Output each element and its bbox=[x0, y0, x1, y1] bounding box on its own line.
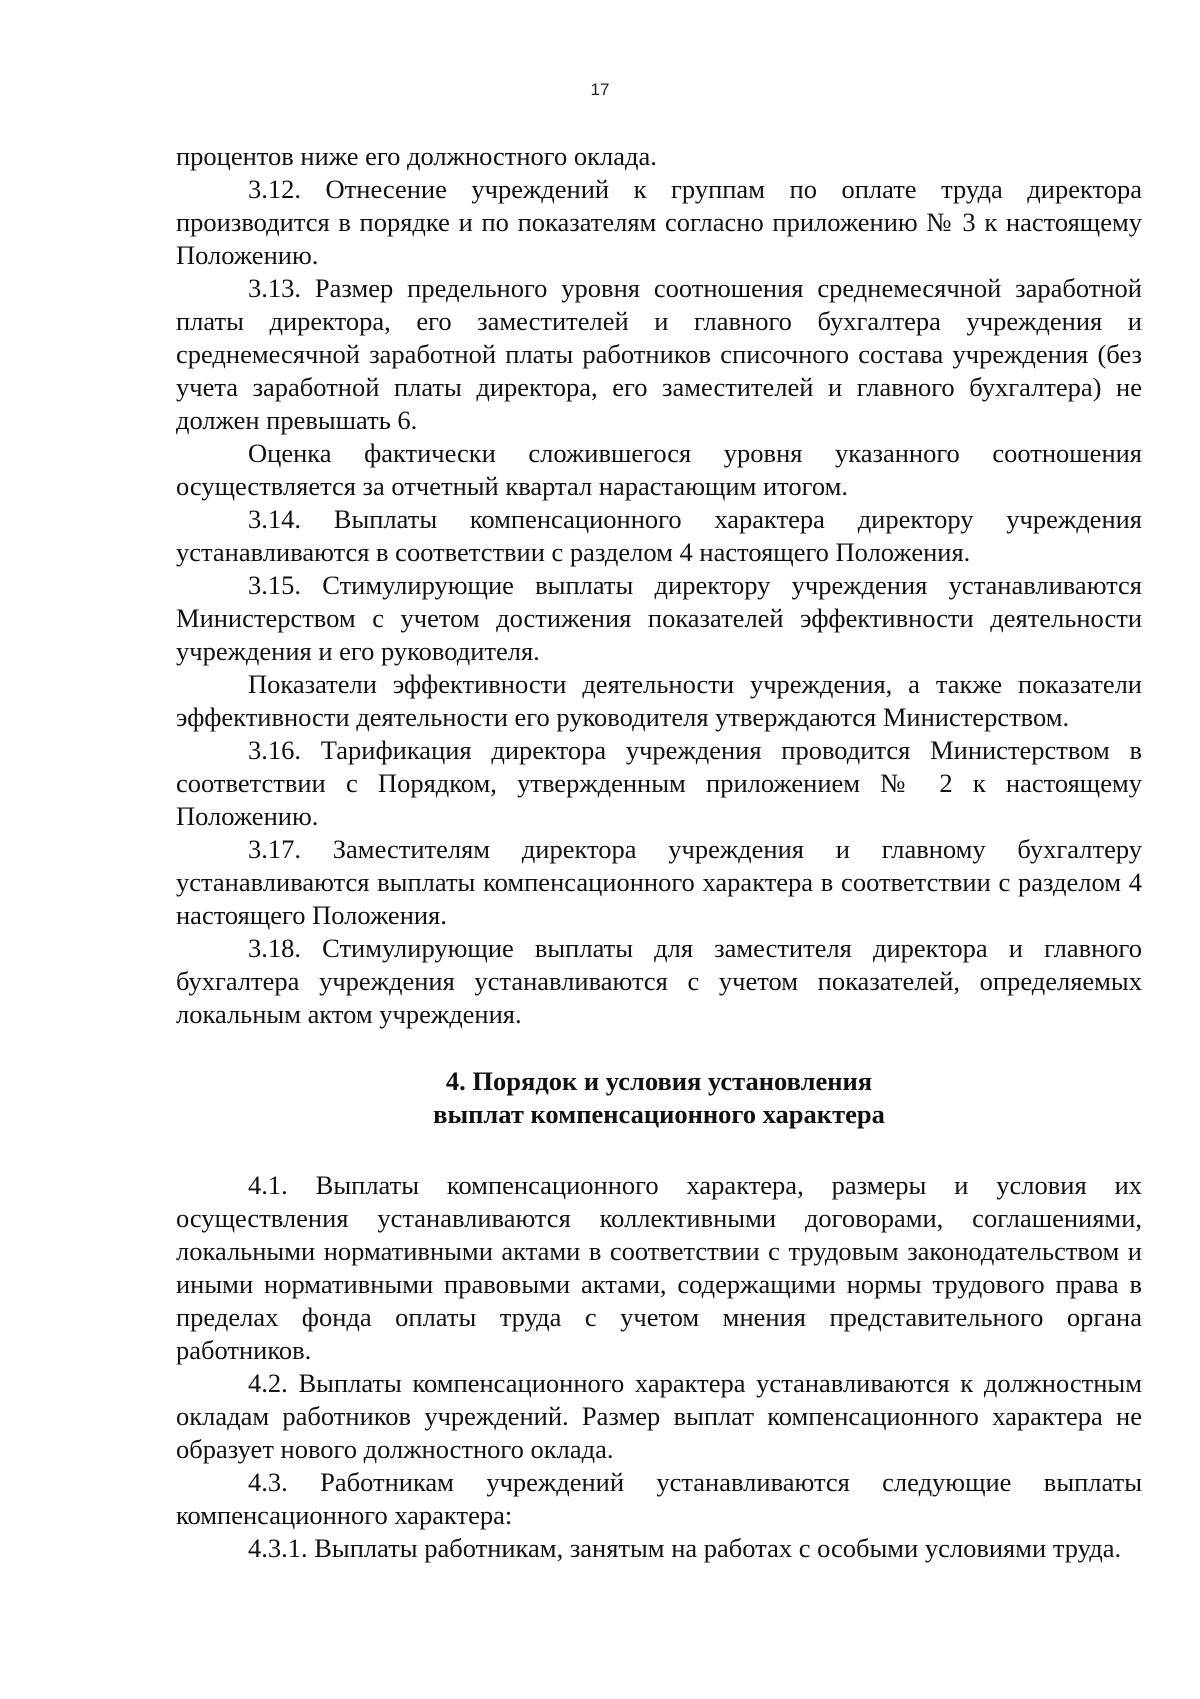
section-heading-line: 4. Порядок и условия установления bbox=[445, 1066, 873, 1096]
paragraph: Оценка фактически сложившегося уровня указанного соотношения осуществляется за отчетный квартал нарастающим итогом. bbox=[176, 438, 1142, 501]
paragraph: процентов ниже его должностного оклада. bbox=[176, 141, 657, 171]
paragraph: 3.18. Стимулирующие выплаты для заместителя директора и главного бухгалтера учреждения устанавливаются с учетом показателей, определяемых локальным актом учреждения. bbox=[176, 933, 1142, 1029]
paragraph: 3.12. Отнесение учреждений к группам по оплате труда директора производится в порядке и по показателям согласно приложению № 3 к настоящему Положению. bbox=[176, 174, 1142, 270]
paragraph: 4.1. Выплаты компенсационного характера, размеры и условия их осуществления устанавливаются коллективными договорами, соглашениями, локальными нормативными актами в соответствии с трудовым законодательством и иными нормативными правовыми актами, содержащими нормы трудового права в пределах фонда оплаты труда с учетом мнения представительного органа работников. bbox=[176, 1170, 1142, 1365]
paragraph: 3.16. Тарификация директора учреждения проводится Министерством в соответствии с Порядком, утвержденным приложением № 2 к настоящему Положению. bbox=[176, 735, 1142, 831]
paragraph: 3.17. Заместителям директора учреждения и главному бухгалтеру устанавливаются выплаты компенсационного характера в соответствии с разделом 4 настоящего Положения. bbox=[176, 834, 1142, 930]
paragraph: 4.2. Выплаты компенсационного характера устанавливаются к должностным окладам работников учреждений. Размер выплат компенсационного характера не образует нового должностного оклада. bbox=[176, 1368, 1142, 1464]
section-heading bbox=[176, 1065, 1142, 1131]
paragraph: 3.13. Размер предельного уровня соотношения среднемесячной заработной платы директора, его заместителей и главного бухгалтера учреждения и среднемесячной заработной платы работников списочного состава учреждения (без учета заработной платы директора, его заместителей и главного бухгалтера) не должен превышать 6. bbox=[176, 273, 1142, 435]
paragraphs-before-section bbox=[176, 140, 1142, 1031]
page-number: 17 bbox=[590, 80, 610, 99]
paragraphs-after-section bbox=[176, 1169, 1142, 1565]
paragraph: 3.15. Стимулирующие выплаты директору учреждения устанавливаются Министерством с учетом достижения показателей эффективности деятельности учреждения и его руководителя. bbox=[176, 570, 1142, 666]
paragraph: Показатели эффективности деятельности учреждения, а также показатели эффективности деятельности его руководителя утверждаются Министерством. bbox=[176, 669, 1142, 732]
document-body bbox=[176, 140, 1142, 1565]
paragraph: 4.3.1. Выплаты работникам, занятым на работах с особыми условиями труда. bbox=[248, 1533, 1122, 1563]
section-heading-line: выплат компенсационного характера bbox=[433, 1099, 885, 1129]
paragraph: 3.14. Выплаты компенсационного характера директору учреждения устанавливаются в соответствии с разделом 4 настоящего Положения. bbox=[176, 504, 1142, 567]
paragraph: 4.3. Работникам учреждений устанавливаются следующие выплаты компенсационного характера: bbox=[176, 1467, 1142, 1530]
